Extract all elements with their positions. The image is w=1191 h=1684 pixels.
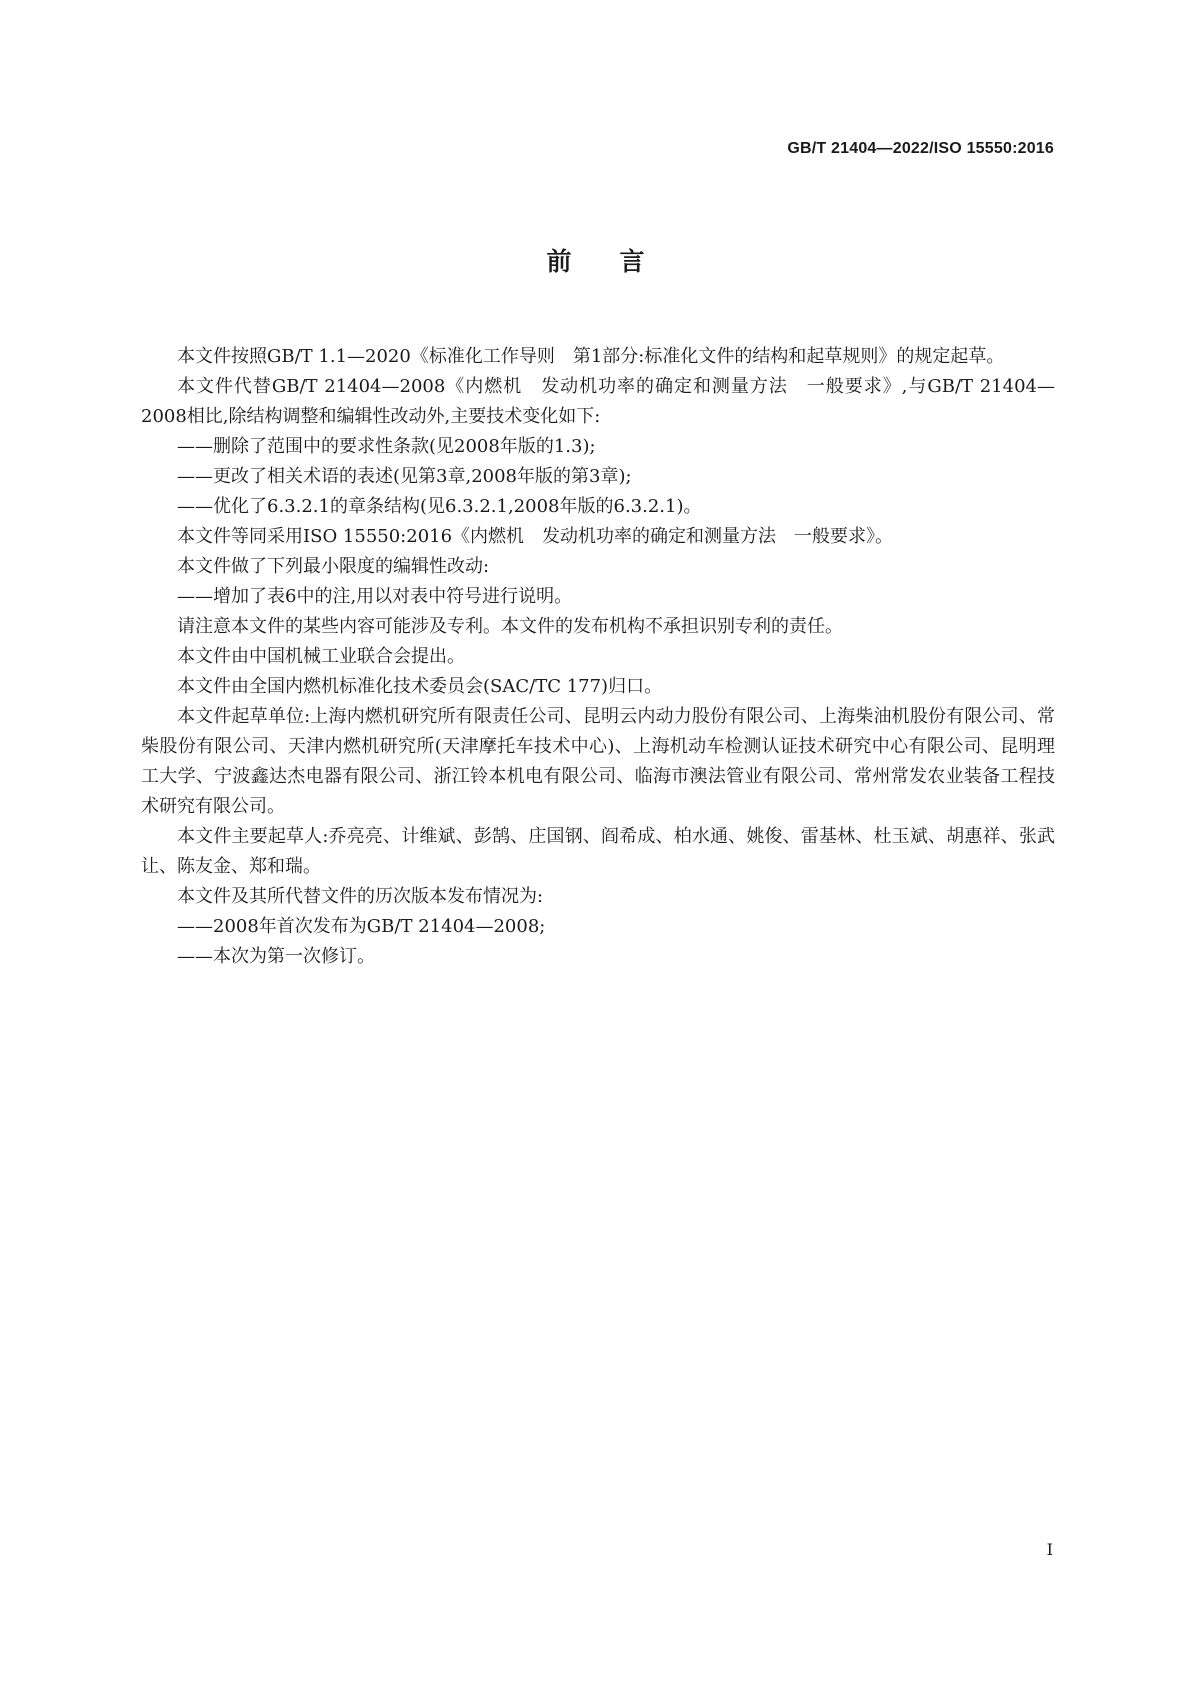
list-item: ——2008年首次发布为GB/T 21404—2008; [177,916,546,937]
paragraph: 本文件由全国内燃机标准化技术委员会(SAC/TC 177)归口。 [177,676,663,697]
list-item: ——优化了6.3.2.1的章条结构(见6.3.2.1,2008年版的6.3.2.1)。 [177,496,702,517]
paragraph: 本文件代替GB/T 21404—2008《内燃机 发动机功率的确定和测量方法 一般要求》,与GB/T 21404—2008相比,除结构调整和编辑性改动外,主要技术变化如下: [141,376,1055,427]
standard-number: GB/T 21404—2022/ISO 15550:2016 [787,140,1054,157]
document-body [141,342,1055,972]
paragraph: 本文件及其所代替文件的历次版本发布情况为: [177,886,544,907]
list-item: ——删除了范围中的要求性条款(见2008年版的1.3); [177,436,596,457]
paragraph: 请注意本文件的某些内容可能涉及专利。本文件的发布机构不承担识别专利的责任。 [177,616,843,637]
paragraph: 本文件由中国机械工业联合会提出。 [177,646,465,667]
paragraph: 本文件起草单位:上海内燃机研究所有限责任公司、昆明云内动力股份有限公司、上海柴油机股份有限公司、常柴股份有限公司、天津内燃机研究所(天津摩托车技术中心)、上海机动车检测认证技术研究中心有限公司、昆明理工大学、宁波鑫达杰电器有限公司、浙江铃本机电有限公司、临海市澳法管业有限公司、常州常发农业装备工程技术研究有限公司。 [141,706,1055,817]
paragraph: 本文件做了下列最小限度的编辑性改动: [177,556,490,577]
page-title: 前言 [546,247,693,276]
paragraph: 本文件等同采用ISO 15550:2016《内燃机 发动机功率的确定和测量方法 一般要求》。 [177,526,894,547]
page-number: I [1046,1540,1053,1559]
list-item: ——本次为第一次修订。 [177,946,375,967]
paragraph: 本文件主要起草人:乔亮亮、计维斌、彭鹄、庄国钢、阎希成、柏水通、姚俊、雷基林、杜玉斌、胡惠祥、张武让、陈友金、郑和瑞。 [141,826,1055,877]
paragraph: 本文件按照GB/T 1.1—2020《标准化工作导则 第1部分:标准化文件的结构和起草规则》的规定起草。 [177,346,1005,367]
list-item: ——更改了相关术语的表述(见第3章,2008年版的第3章); [177,466,632,487]
list-item: ——增加了表6中的注,用以对表中符号进行说明。 [177,586,573,607]
